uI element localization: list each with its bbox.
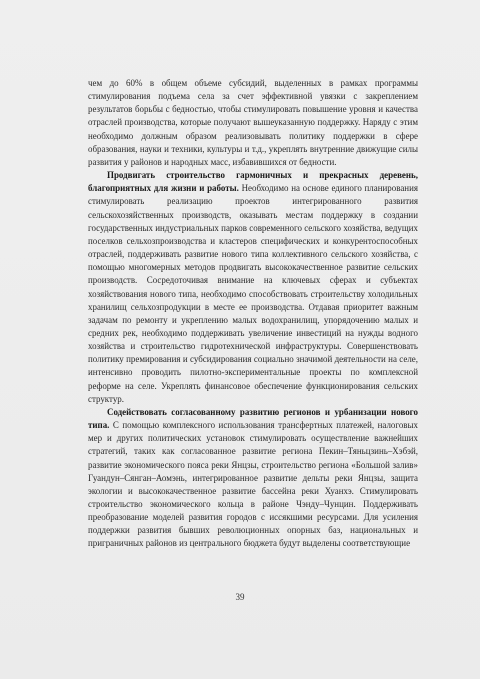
paragraph-3 — [88, 406, 418, 551]
paragraph-1-text: чем до 60% в общем объеме субсидий, выделенных в рамках программы стимулирования подъема села за счет эффективной увязки с закреплением результатов борьбы с бедностью, чтобы стимулировать повышение уровня и качества отраслей производства, которые получают вышеуказанную поддержку. Наряду с этим необходимо должным образом реализовывать политику поддержки в сфере образования, науки и техники, культуры и т.д., укреплять внутренние движущие силы развития у районов и народных масс, избавившихся от бедности. — [88, 78, 418, 167]
paragraph-2-text: Необходимо на основе единого планирования стимулировать реализацию проектов интегрированного развития сельскохозяйственных производств, оказывать местам поддержку в создании государственных индустриальных парков современного сельского хозяйства, ведущих поселков сельхозпроизводства и кластеров специфических и конкурентоспособных отраслей, поддерживать развитие нового типа коллективного сельского хозяйства, с помощью многомерных методов продвигать высококачественное развитие сельских производств. Сосредоточивая внимание на ключевых сферах и субъектах хозяйствования нового типа, необходимо способствовать строительству холодильных хранилищ сельхозпродукции в месте ее производства. Отдавая приоритет важным задачам по ремонту и укреплению малых водохранилищ, упорядочению малых и средних рек, необходимо поддерживать увеличение инвестиций на нужды водного хозяйства и строительство гидротехнической инфраструктуры. Совершенствовать политику премирования и субсидирования социально значимой деятельности на селе, интенсивно проводить пилотно-экспериментальные проекты по комплексной реформе на селе. Укреплять финансовое обеспечение функционирования сельских структур. — [88, 183, 418, 404]
paragraph-1 — [88, 77, 418, 169]
paragraph-3-heading: Содействовать согласованному развитию регионов и урбанизации нового типа. — [88, 406, 418, 431]
page-number: 39 — [235, 592, 245, 602]
body-text — [88, 77, 418, 551]
paragraph-3-text: С помощью комплексного использования трансфертных платежей, налоговых мер и других политических установок стимулировать осуществление важнейших стратегий, таких как согласованное развитие региона Пекин–Тяньцзинь–Хэбэй, развитие экономического пояса реки Янцзы, строительство региона «Большой залив» Гуандун–Сянган–Аомэнь, интегрированное развитие дельты реки Янцзы, защита экологии и высококачественное развитие бассейна реки Хуанхэ. Стимулировать строительство экономического кольца в районе Чэнду–Чунцин. Поддерживать преобразование моделей развития городов с иссякшими ресурсами. Для усиления поддержки развития бывших революционных опорных баз, национальных и приграничных районов из центрального бюджета будут выделены соответствующие — [88, 420, 418, 549]
paragraph-2 — [88, 169, 418, 406]
paragraph-2-heading: Продвигать строительство гармоничных и прекрасных деревень, благоприятных для жизни и работы. — [88, 170, 418, 194]
